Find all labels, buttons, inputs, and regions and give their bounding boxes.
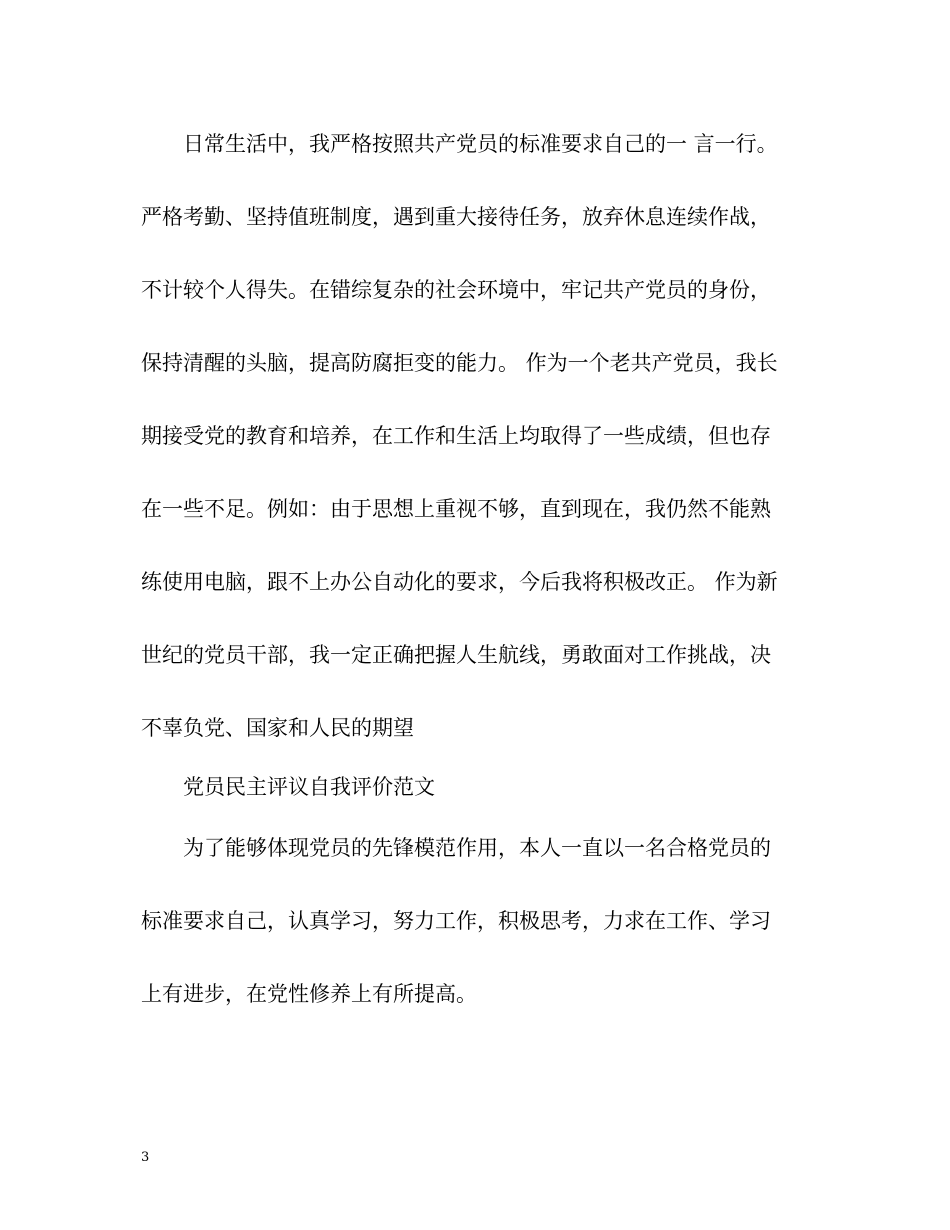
paragraph-3-line-1: 为了能够体现党员的先锋模范作用，本人一直以一名合格党员的: [183, 836, 771, 860]
page-number: 3: [141, 1150, 150, 1165]
section-heading: 党员民主评议自我评价范文: [183, 775, 435, 799]
paragraph-1-line-8: 世纪的党员干部，我一定正确把握人生航线，勇敢面对工作挑战，决: [141, 643, 771, 667]
paragraph-1-line-3: 不计较个人得失。在错综复杂的社会环境中，牢记共产党员的身份，: [141, 278, 771, 302]
paragraph-3-line-3: 上有进步，在党性修养上有所提高。: [141, 982, 477, 1006]
paragraph-3-line-2: 标准要求自己，认真学习，努力工作，积极思考，力求在工作、学习: [141, 909, 771, 933]
paragraph-1-line-1: 日常生活中，我严格按照共产党员的标准要求自己的一 言一行。: [183, 132, 778, 156]
paragraph-1-line-6: 在一些不足。例如：由于思想上重视不够，直到现在，我仍然不能熟: [141, 497, 771, 521]
paragraph-1-line-2: 严格考勤、坚持值班制度，遇到重大接待任务，放弃休息连续作战，: [141, 205, 771, 229]
paragraph-1-line-5: 期接受党的教育和培养，在工作和生活上均取得了一些成绩，但也存: [141, 424, 771, 448]
paragraph-1-line-7: 练使用电脑，跟不上办公自动化的要求，今后我将积极改正。 作为新: [141, 570, 778, 594]
paragraph-1-line-4: 保持清醒的头脑，提高防腐拒变的能力。 作为一个老共产党员，我长: [141, 351, 778, 375]
paragraph-1-line-9: 不辜负党、国家和人民的期望: [141, 716, 414, 740]
